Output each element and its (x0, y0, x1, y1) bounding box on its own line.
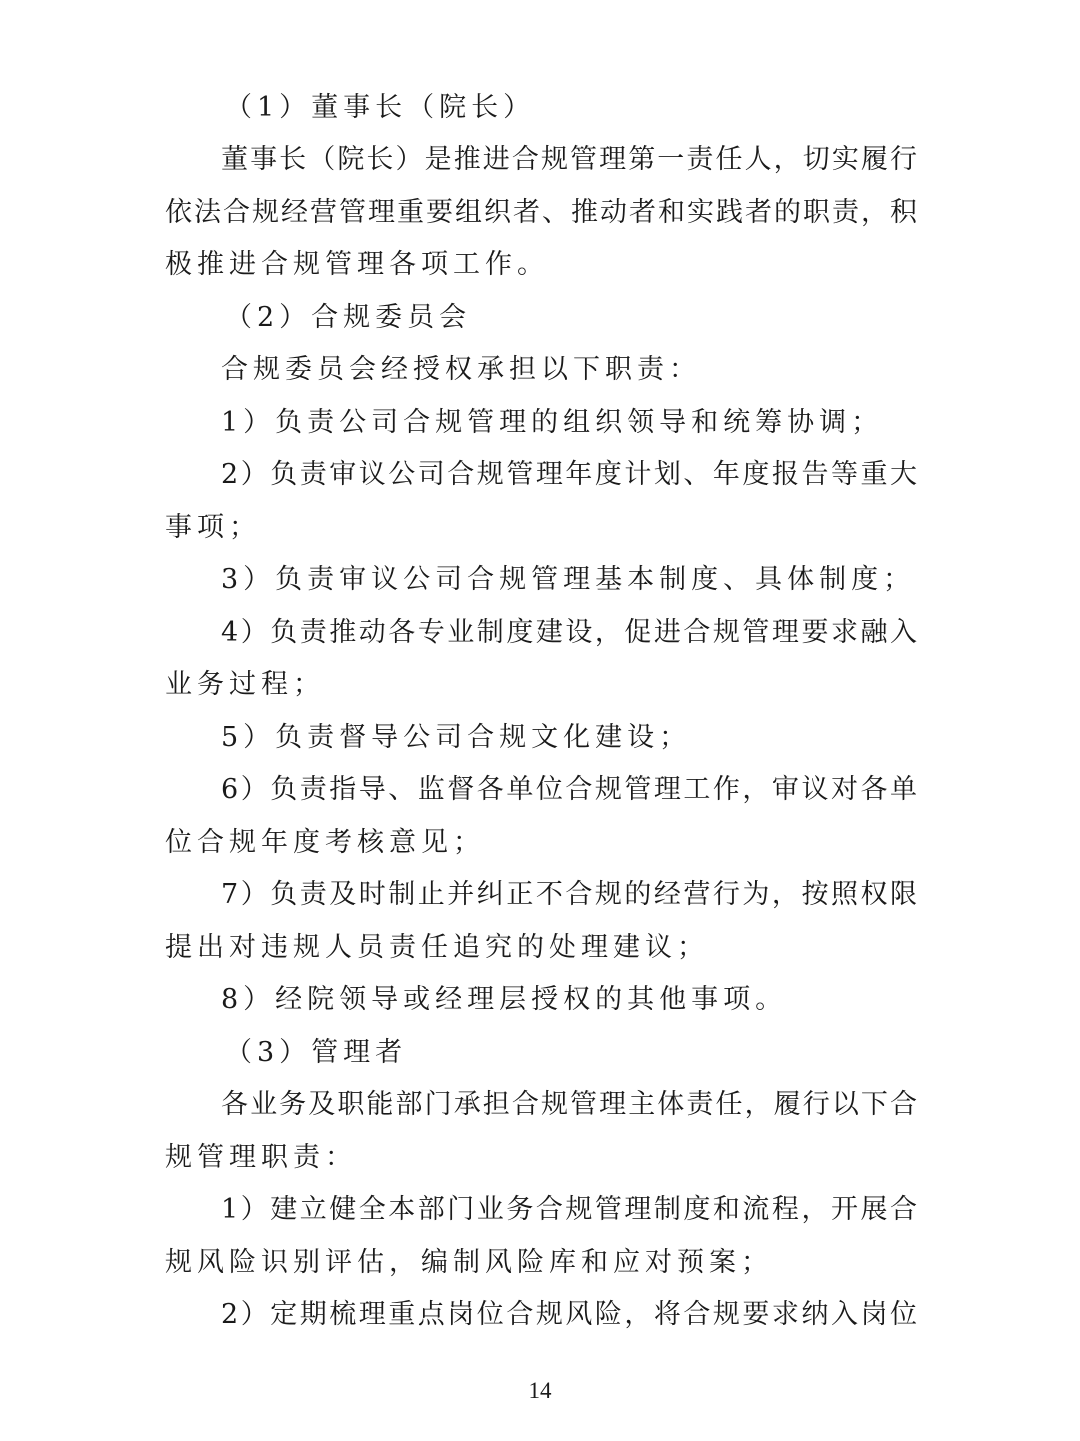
list-item-continuation: 事项； (165, 512, 261, 543)
page-number: 14 (528, 1378, 552, 1403)
paragraph-line: 合规委员会经授权承担以下职责： (221, 354, 701, 385)
list-item: 2）定期梳理重点岗位合规风险，将合规要求纳入岗位 (221, 1299, 917, 1330)
paragraph-line: 董事长（院长）是推进合规管理第一责任人，切实履行 (221, 144, 917, 175)
list-item-continuation: 位合规年度考核意见； (165, 827, 485, 858)
list-item: 1）负责公司合规管理的组织领导和统筹协调； (221, 407, 884, 438)
paragraph-line: 各业务及职能部门承担合规管理主体责任，履行以下合 (221, 1089, 917, 1120)
paragraph-line: 规管理职责： (165, 1142, 357, 1173)
section-heading-committee: （2）合规委员会 (225, 302, 472, 333)
section-heading-managers: （3）管理者 (225, 1037, 408, 1068)
list-item: 4）负责推动各专业制度建设，促进合规管理要求融入 (221, 617, 917, 648)
list-item: 3）负责审议公司合规管理基本制度、具体制度； (221, 564, 916, 595)
list-item: 6）负责指导、监督各单位合规管理工作，审议对各单 (221, 774, 917, 805)
list-item: 2）负责审议公司合规管理年度计划、年度报告等重大 (221, 459, 917, 490)
list-item-continuation: 提出对违规人员责任追究的处理建议； (165, 932, 709, 963)
paragraph-line: 依法合规经营管理重要组织者、推动者和实践者的职责，积 (165, 197, 917, 228)
list-item: 8）经院领导或经理层授权的其他事项。 (221, 984, 788, 1015)
paragraph-line: 极推进合规管理各项工作。 (165, 249, 549, 280)
list-item-continuation: 业务过程； (165, 669, 325, 700)
list-item: 1）建立健全本部门业务合规管理制度和流程，开展合 (221, 1194, 917, 1225)
list-item: 5）负责督导公司合规文化建设； (221, 722, 692, 753)
list-item-continuation: 规风险识别评估，编制风险库和应对预案； (165, 1247, 773, 1278)
list-item: 7）负责及时制止并纠正不合规的经营行为，按照权限 (221, 879, 917, 910)
section-heading-chairman: （1）董事长（院长） (225, 92, 536, 123)
